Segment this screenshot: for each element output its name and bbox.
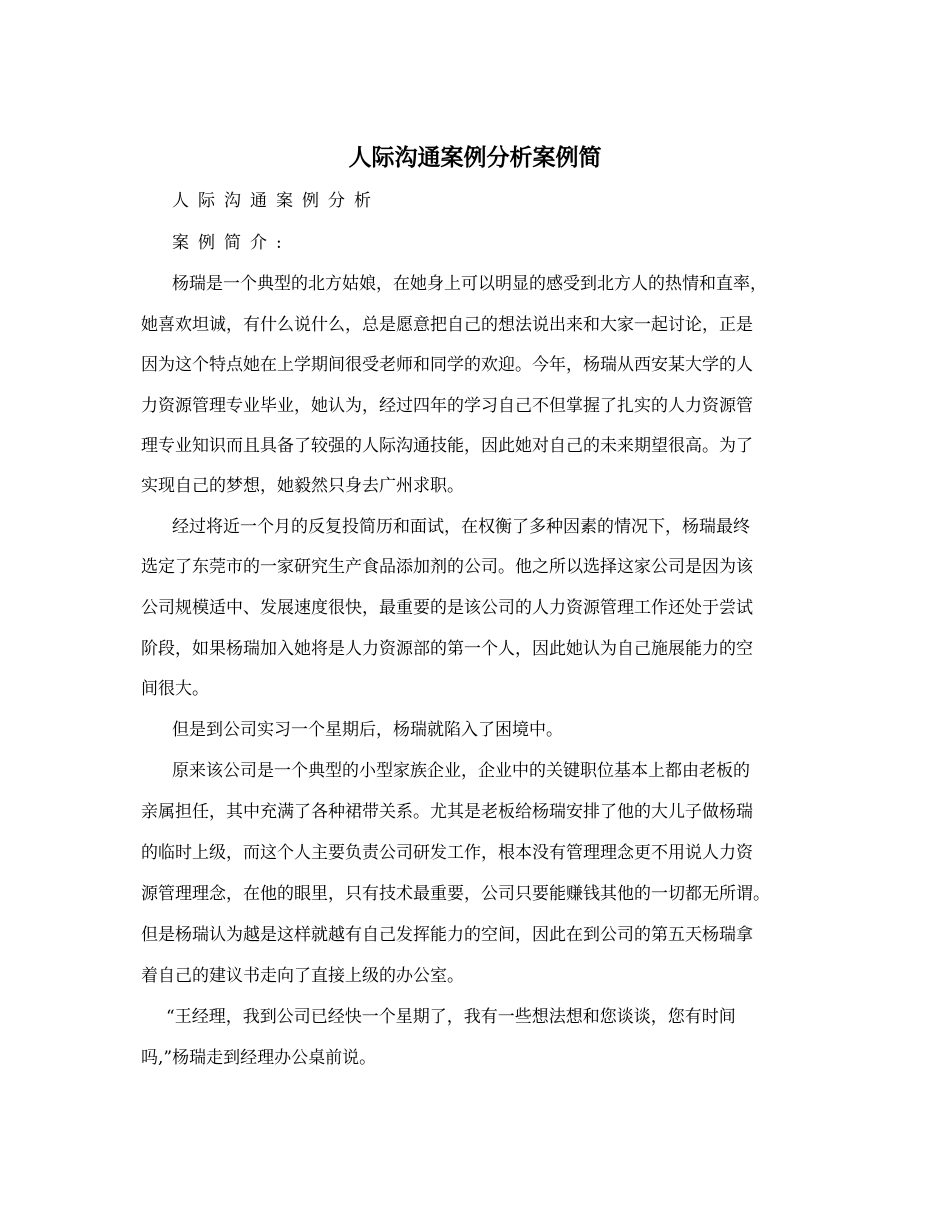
paragraph-line: 但是杨瑞认为越是这样就越有自己发挥能力的空间，因此在到公司的第五天杨瑞拿	[141, 925, 753, 945]
paragraph-line: 公司规模适中、发展速度很快，最重要的是该公司的人力资源管理工作还处于尝试	[141, 598, 753, 618]
paragraph-line: 着自己的建议书走向了直接上级的办公室。	[141, 966, 464, 986]
paragraph-line: 原来该公司是一个典型的小型家族企业，企业中的关键职位基本上都由老板的	[172, 761, 750, 781]
paragraph-line: 实现自己的梦想，她毅然只身去广州求职。	[141, 476, 464, 496]
paragraph-line: 源管理理念，在他的眼里，只有技术最重要，公司只要能赚钱其他的一切都无所谓。	[141, 884, 770, 904]
paragraph-line: 阶段，如果杨瑞加入她将是人力资源部的第一个人，因此她认为自己施展能力的空	[141, 639, 753, 659]
paragraph-line: 间很大。	[141, 679, 209, 699]
paragraph-line: 亲属担任，其中充满了各种裙带关系。尤其是老板给杨瑞安排了他的大儿子做杨瑞	[141, 802, 753, 822]
paragraph-line: 经过将近一个月的反复投简历和面试，在权衡了多种因素的情况下，杨瑞最终	[172, 517, 750, 537]
section-heading: 人际沟通案例分析	[172, 191, 380, 211]
paragraph-line: 吗,”杨瑞走到经理办公桌前说。	[141, 1048, 377, 1068]
paragraph-line: 选定了东莞市的一家研究生产食品添加剂的公司。他之所以选择这家公司是因为该	[141, 557, 753, 577]
paragraph-line: 理专业知识而且具备了较强的人际沟通技能，因此她对自己的未来期望很高。为了	[141, 436, 753, 456]
paragraph-line: 杨瑞是一个典型的北方姑娘，在她身上可以明显的感受到北方人的热情和直率，	[172, 274, 767, 294]
subsection-heading: 案例简介:	[172, 233, 291, 253]
paragraph-line: 力资源管理专业毕业，她认为，经过四年的学习自己不但掌握了扎实的人力资源管	[141, 396, 753, 416]
document-title: 人际沟通案例分析案例简	[348, 144, 602, 171]
paragraph-line: 的临时上级，而这个人主要负责公司研发工作，根本没有管理理念更不用说人力资	[141, 843, 753, 863]
paragraph-line: 但是到公司实习一个星期后，杨瑞就陷入了困境中。	[172, 720, 563, 740]
paragraph-line: 她喜欢坦诚，有什么说什么，总是愿意把自己的想法说出来和大家一起讨论，正是	[141, 315, 753, 335]
paragraph-line: 因为这个特点她在上学期间很受老师和同学的欢迎。今年，杨瑞从西安某大学的人	[141, 355, 753, 375]
paragraph-line: “王经理，我到公司已经快一个星期了，我有一些想法想和您谈谈，您有时间	[166, 1007, 736, 1027]
